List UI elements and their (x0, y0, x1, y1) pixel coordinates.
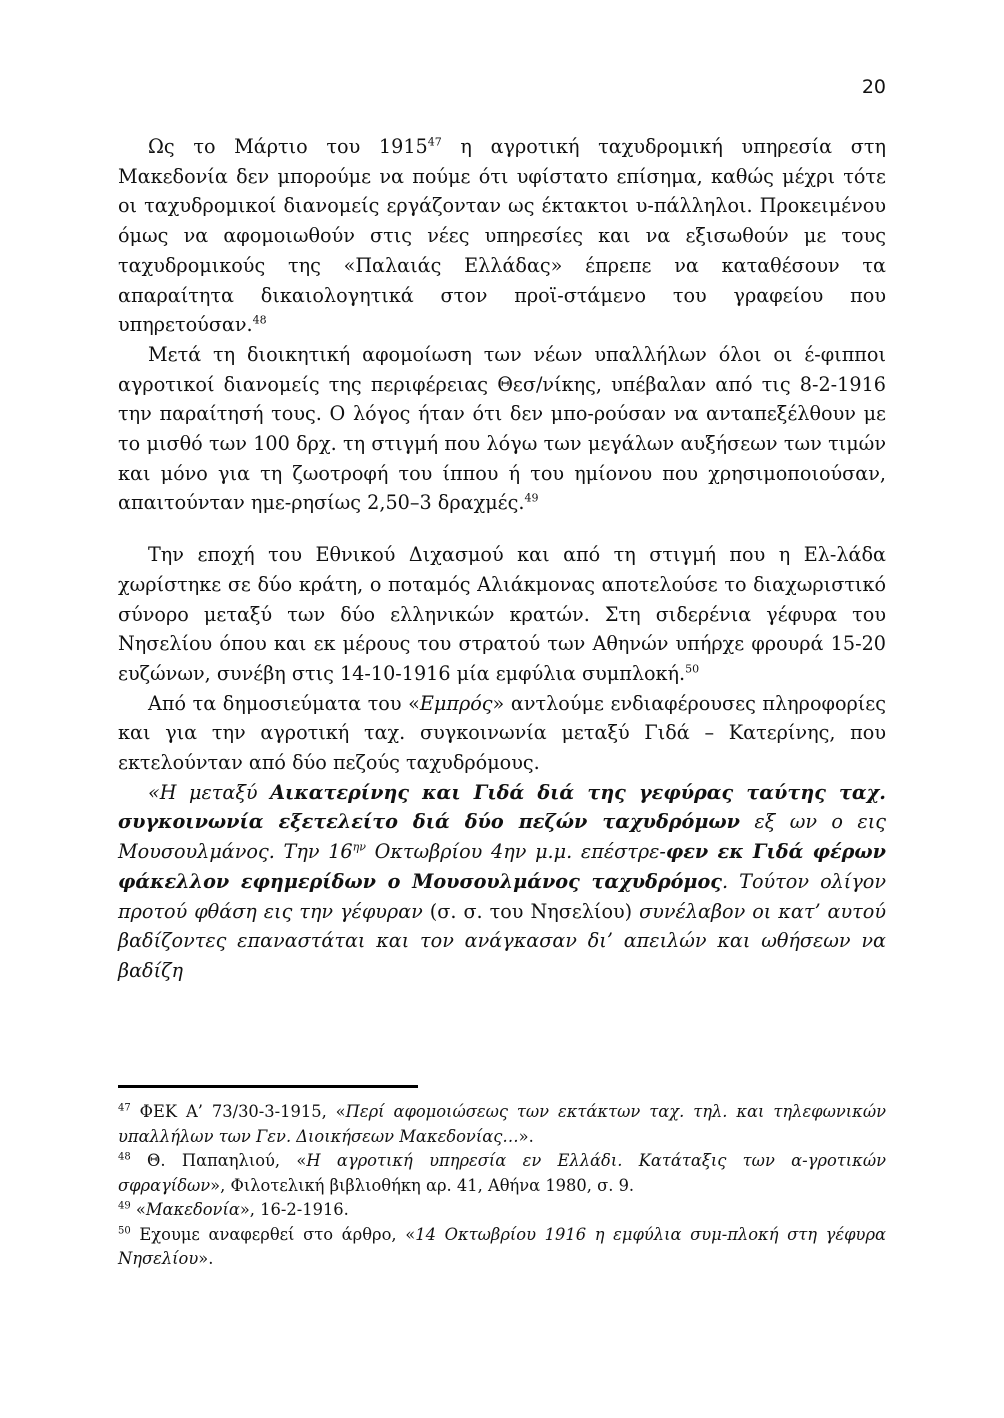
footnote-49 (118, 1198, 886, 1223)
quote-text: συνέλαβον οι κατ’ αυτού βαδίζοντες επαναστάται και τον ανάγκασαν δι’ απειλών και ωθήσεων να βαδίζη (118, 899, 886, 982)
quote-text: «Η μεταξύ (148, 780, 271, 804)
newspaper-title: Εμπρός (419, 691, 493, 715)
footnote-text: ». (518, 1126, 534, 1146)
footnote-number: 48 (118, 1151, 131, 1163)
paragraph-text: Ως το Μάρτιο του 1915 (148, 135, 428, 158)
footnote-number: 49 (118, 1200, 131, 1212)
footnote-50 (118, 1223, 886, 1272)
paragraph-text: η αγροτική ταχυδρομική υπηρεσία στη Μακεδονία δεν μπορούμε να πούμε ότι υφίστατο επίσημα, καθώς μέχρι τότε οι ταχυδρομικοί διανομείς εργάζονταν ως έκτακτοι υ-πάλληλοι. Προκειμένου όμως να αφομοιωθούν στις νέες υπηρεσίες και να εξισωθούν με τους ταχυδρομικούς της «Παλαιάς Ελλάδας» έπρεπε να καταθέσουν τα απαραίτητα δικαιολογητικά στον προϊ-στάμενο του γραφείου που υπηρετούσαν. (118, 135, 886, 337)
quote-text: . Τούτον ολίγον προτού φθάση εις την γέφυραν (118, 869, 886, 923)
paragraph-text: Από τα δημοσιεύματα του « (148, 691, 420, 715)
quotation (118, 778, 886, 986)
quote-bold: Αικατερίνης και Γιδά διά της γεφύρας ταύτης ταχ. συγκοινωνία εξετελείτο διά δύο πεζών ταχυδρόμων (118, 780, 886, 834)
footnote-title: 14 Οκτωβρίου 1916 η εμφύλια συμ-πλοκή στη γέφυρα Νησελίου (118, 1224, 887, 1268)
footnote-ref: 49 (524, 492, 539, 506)
footnote-number: 50 (118, 1225, 131, 1237)
footnote-text: », 16-2-1916. (239, 1200, 349, 1219)
quote-bold: φεν εκ Γιδά φέρων φάκελλον εφημερίδων ο Μουσουλμάνος ταχυδρόμος (118, 840, 886, 893)
footnote-text: Θ. Παπαηλιού, « (130, 1151, 307, 1170)
footnotes (118, 1100, 886, 1272)
footnote-text: ΦΕΚ Α’ 73/30-3-1915, « (130, 1102, 346, 1121)
footnote-text: Εχουμε αναφερθεί στο άρθρο, « (130, 1224, 416, 1244)
quote-note: (σ. σ. του Νησελίου) (422, 899, 640, 923)
footnote-ref: 48 (252, 313, 267, 327)
page-number: 20 (861, 76, 886, 98)
paragraph-3 (118, 540, 886, 689)
paragraph-text: » αντλούμε ενδιαφέρουσες πληροφορίες και για την αγροτική ταχ. συγκοινωνία μεταξύ Γιδά – Κατερίνης, που εκτελούνταν από δύο πεζούς ταχυδρόμους. (118, 691, 886, 775)
footnote-rule (118, 1085, 418, 1088)
quote-text: Οκτωβρίου 4ην μ.μ. επέστρε- (365, 840, 666, 864)
paragraph-text: Μετά τη διοικητική αφομοίωση των νέων υπαλλήλων όλοι οι έ-φιπποι αγροτικοί διανομείς της περιφέρειας Θεσ/νίκης, υπέβαλαν από τις 8-2-1916 την παραίτησή τους. Ο λόγος ήταν ότι δεν μπο-ρούσαν να ανταπεξέλθουν με το μισθό των 100 δρχ. τη στιγμή που λόγω των μεγάλων αυξήσεων των τιμών και μόνο για τη ζωοτροφή του ίππου ή του ημίονου που χρησιμοποιούσαν, απαιτούνταν ημε-ρησίως 2,50–3 δραχμές. (118, 342, 886, 515)
quote-sup: ην (352, 840, 366, 854)
footnote-number: 47 (118, 1102, 131, 1114)
paragraph-2 (118, 340, 886, 518)
footnote-text: « (130, 1200, 146, 1219)
quote-text: εξ ων ο εις Μουσουλμάνος. Την 16 (118, 810, 886, 864)
body-text (118, 132, 886, 986)
footnote-title: Περί αφομοιώσεως των εκτάκτων ταχ. τηλ. και τηλεφωνικών υπαλλήλων των Γεν. Διοικήσεων Μακεδονίας… (118, 1102, 886, 1146)
paragraph-4 (118, 689, 886, 778)
footnote-48 (118, 1149, 886, 1198)
footnote-title: Μακεδονία (145, 1200, 240, 1219)
paragraph-1 (118, 132, 886, 340)
footnote-ref: 47 (427, 135, 442, 149)
footnote-ref: 50 (685, 662, 700, 676)
footnote-text: », Φιλοτελική βιβλιοθήκη αρ. 41, Αθήνα 1980, σ. 9. (210, 1175, 635, 1195)
footnote-47 (118, 1100, 886, 1149)
paragraph-text: Την εποχή του Εθνικού Διχασμού και από τη στιγμή που η Ελ-λάδα χωρίστηκε σε δύο κράτη, ο ποταμός Αλιάκμονας αποτελούσε το διαχωριστικό σύνορο μεταξύ των δύο ελληνικών κρατών. Στη σιδερένια γέφυρα του Νησελίου όπου και εκ μέρους του στρατού των Αθηνών υπήρχε φρουρά 15-20 ευζώνων, συνέβη στις 14-10-1916 μία εμφύλια συμπλοκή. (118, 543, 886, 685)
footnote-title: Η αγροτική υπηρεσία εν Ελλάδι. Κατάταξις των α-γροτικών σφραγίδων (118, 1151, 886, 1195)
footnote-text: ». (198, 1249, 214, 1268)
